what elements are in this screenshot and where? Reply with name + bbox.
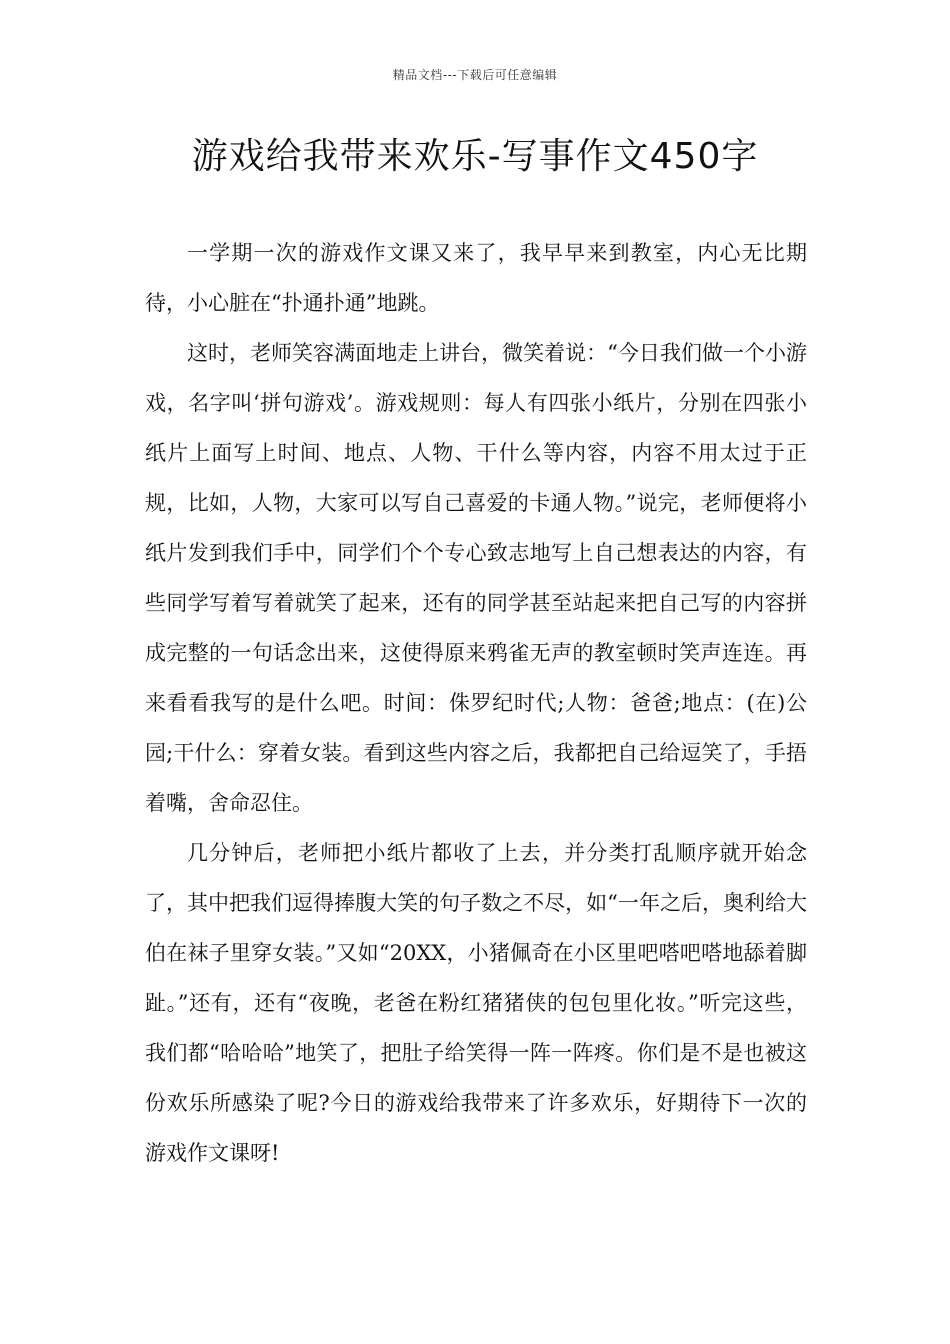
document-title: 游戏给我带来欢乐-写事作文450字 [191,136,759,177]
document-body [145,228,807,1178]
paragraph-3: 几分钟后，老师把小纸片都收了上去，并分类打乱顺序就开始念了，其中把我们逗得捧腹大笑的句子数之不尽，如“一年之后，奥利给大伯在袜子里穿女装。”又如“20XX，小猪佩奇在小区里吧嗒吧嗒地舔着脚趾。”还有，还有“夜晚，老爸在粉红猪猪侠的包包里化妆。”听完这些，我们都“哈哈哈”地笑了，把肚子给笑得一阵一阵疼。你们是不是也被这份欢乐所感染了呢?今日的游戏给我带来了许多欢乐，好期待下一次的游戏作文课呀! [145,841,807,1165]
paragraph-2: 这时，老师笑容满面地走上讲台，微笑着说：“今日我们做一个小游戏，名字叫‘拼句游戏’。游戏规则：每人有四张小纸片，分别在四张小纸片上面写上时间、地点、人物、干什么等内容，内容不用太过于正规，比如，人物，大家可以写自己喜爱的卡通人物。”说完，老师便将小纸片发到我们手中，同学们个个专心致志地写上自己想表达的内容，有些同学写着写着就笑了起来，还有的同学甚至站起来把自己写的内容拼成完整的一句话念出来，这使得原来鸦雀无声的教室顿时笑声连连。再来看看我写的是什么吧。时间：侏罗纪时代;人物：爸爸;地点：(在)公园;干什么：穿着女装。看到这些内容之后，我都把自己给逗笑了，手捂着嘴，舍命忍住。 [145,341,807,815]
header-note: 精品文档---下载后可任意编辑 [392,68,558,82]
paragraph-1: 一学期一次的游戏作文课又来了，我早早来到教室，内心无比期待，小心脏在“扑通扑通”地跳。 [145,241,807,315]
